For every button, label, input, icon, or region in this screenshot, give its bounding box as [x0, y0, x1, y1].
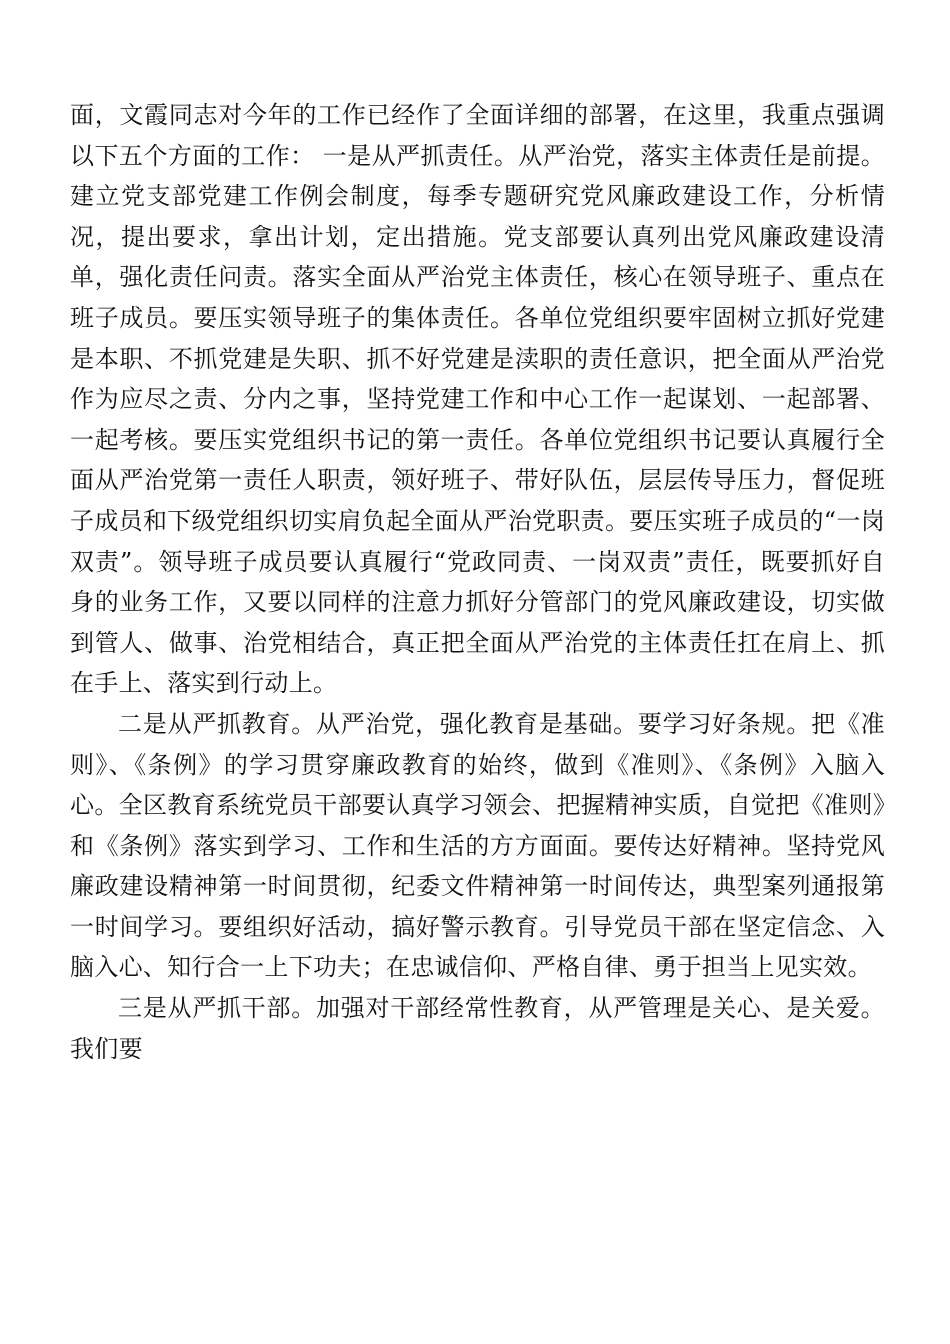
paragraph-cadres: 三是从严抓干部。加强对干部经常性教育，从严管理是关心、是关爱。我们要: [70, 994, 885, 1063]
document-body: [70, 95, 885, 1069]
paragraph-responsibility: 面，文霞同志对今年的工作已经作了全面详细的部署，在这里，我重点强调以下五个方面的工作： 一是从严抓责任。从严治党，落实主体责任是前提。建立党支部党建工作例会制度，每季专题研究党风廉政建设工作，分析情况，提出要求，拿出计划，定出措施。党支部要认真列出党风廉政建设清单，强化责任问责。落实全面从严治党主体责任，核心在领导班子、重点在班子成员。要压实领导班子的集体责任。各单位党组织要牢固树立抓好党建是本职、不抓党建是失职、抓不好党建是渎职的责任意识，把全面从严治党作为应尽之责、分内之事，坚持党建工作和中心工作一起谋划、一起部署、一起考核。要压实党组织书记的第一责任。各单位党组织书记要认真履行全面从严治党第一责任人职责，领好班子、带好队伍，层层传导压力，督促班子成员和下级党组织切实肩负起全面从严治党职责。要压实班子成员的“一岗双责”。领导班子成员要认真履行“党政同责、一岗双责”责任，既要抓好自身的业务工作，又要以同样的注意力抓好分管部门的党风廉政建设，切实做到管人、做事、治党相结合，真正把全面从严治党的主体责任扛在肩上、抓在手上、落实到行动上。: [70, 101, 885, 698]
paragraph-education: 二是从严抓教育。从严治党，强化教育是基础。要学习好条规。把《准则》、《条例》的学习贯穿廉政教育的始终，做到《准则》、《条例》入脑入心。全区教育系统党员干部要认真学习领会、把握精神实质，自觉把《准则》和《条例》落实到学习、工作和生活的方方面面。要传达好精神。坚持党风廉政建设精神第一时间贯彻，纪委文件精神第一时间传达，典型案列通报第一时间学习。要组织好活动，搞好警示教育。引导党员干部在坚定信念、入脑入心、知行合一上下功夫；在忠诚信仰、严格自律、勇于担当上见实效。: [70, 709, 885, 982]
